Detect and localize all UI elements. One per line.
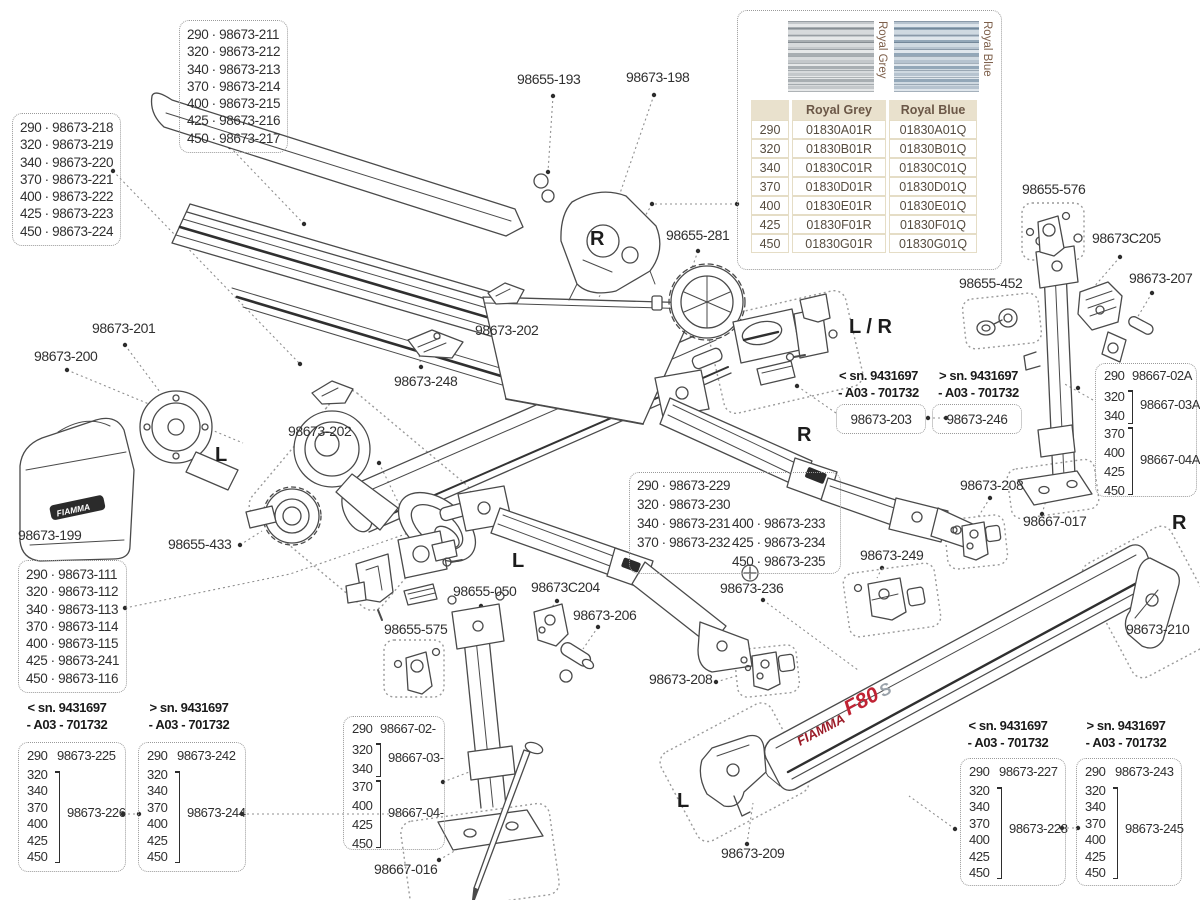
- part-list-line: 320 · 98673-230: [637, 497, 731, 512]
- bracket-cluster: [346, 531, 462, 620]
- label-98655-050: 98655-050: [453, 583, 517, 599]
- label-98673-208-left: 98673-208: [649, 671, 713, 687]
- part-list-line: 370 · 98673-214: [187, 78, 281, 94]
- sn-header-gt-mid: > sn. 9431697 - A03 - 701732: [938, 368, 1019, 400]
- part-list-line: 425 · 98673-216: [187, 113, 281, 129]
- size-label: 320: [1104, 389, 1125, 404]
- fabric-code-table: [748, 100, 980, 253]
- letter-r-lead: R: [1172, 512, 1187, 534]
- label-98673-208-right: 98673-208: [960, 477, 1024, 493]
- size-label: 400: [147, 816, 168, 832]
- size-label: 425: [147, 832, 168, 848]
- part-list-line: 425 · 98673-223: [20, 206, 114, 222]
- label-98655-433: 98655-433: [168, 536, 232, 552]
- bracket-group-98667-leg-right: 290 98667-02A 320 340 98667-03A 370 400 425 450 98667-04A: [1095, 363, 1197, 497]
- part-list-line: 320 · 98673-112: [26, 584, 119, 600]
- part-list-line: 290 · 98673-211: [187, 27, 280, 42]
- part-c205: [1078, 282, 1122, 330]
- letter-l-arm: L: [512, 550, 525, 572]
- label-98673-249: 98673-249: [860, 547, 924, 563]
- grey-code-cell: 01830B01R: [792, 139, 886, 158]
- rail-clip-202-left: [312, 381, 353, 404]
- letter-l-lead: L: [677, 790, 690, 812]
- part-list-line: 340 · 98673-220: [20, 154, 114, 170]
- sn-header-lt-br: < sn. 9431697 - A03 - 701732: [967, 718, 1049, 750]
- letter-l-case: L: [215, 444, 228, 466]
- part-206: [559, 640, 595, 682]
- size-label: 425: [27, 832, 48, 848]
- label-98673-200: 98673-200: [34, 348, 98, 364]
- label-98667-017: 98667-017: [1023, 513, 1087, 529]
- part-575: [395, 649, 440, 695]
- part-list-line: 400 · 98673-222: [20, 189, 114, 205]
- grey-code-cell: 01830C01R: [792, 158, 886, 177]
- size-label: 320: [27, 767, 48, 782]
- size-label: 425: [1104, 464, 1125, 479]
- label-98655-452: 98655-452: [959, 275, 1023, 291]
- logo-s-text: S: [875, 678, 895, 701]
- label-98673-198: 98673-198: [626, 69, 690, 85]
- size-label: 450: [1085, 865, 1106, 881]
- size-label: 340: [1104, 408, 1125, 423]
- size-label: 340: [969, 799, 990, 815]
- size-cell: 290: [751, 120, 789, 139]
- plug-193: [534, 174, 554, 202]
- part-list-line: 290 · 98673-229: [637, 478, 731, 493]
- size-cell: 425: [751, 215, 789, 234]
- letter-lr: L / R: [849, 316, 892, 338]
- size-cell: 450: [751, 234, 789, 253]
- bracket-group-225-226: 290 98673-225 320 340 370 400 425 450 98673-226: [18, 742, 126, 872]
- size-label: 400: [352, 798, 373, 813]
- size-label: 450: [969, 865, 990, 881]
- bracket-group-227-228: 290 98673-227 320 340 370 400 425 450 98673-228: [960, 758, 1066, 886]
- label-98655-193: 98655-193: [517, 71, 581, 87]
- size-label: 340: [1085, 799, 1106, 815]
- size-label: 400: [27, 816, 48, 832]
- size-cell: 400: [751, 196, 789, 215]
- size-label: 370: [27, 799, 48, 815]
- label-98655-576: 98655-576: [1022, 181, 1086, 197]
- bracket-group-98667-leg-left: 290 98667-02- 320 340 98667-03- 370 400 425 450 98667-04-: [343, 716, 445, 850]
- grey-code-cell: 01830A01R: [792, 120, 886, 139]
- size-label: 400: [1085, 832, 1106, 848]
- size-label: 450: [27, 849, 48, 865]
- grey-code-cell: 01830G01R: [792, 234, 886, 253]
- size-label: 425: [1085, 848, 1106, 864]
- part-list-line: 400 · 98673-215: [187, 96, 281, 112]
- royal-blue-column-header: Royal Blue: [889, 100, 977, 120]
- table-row: [751, 177, 977, 196]
- logo-fiamma-text: FIAMMA: [794, 710, 848, 749]
- size-label: 370: [969, 815, 990, 831]
- lead-bar-endcap-209: [700, 736, 766, 817]
- blue-code-cell: 01830E01Q: [889, 196, 977, 215]
- part-list-line: 290 · 98673-218: [20, 120, 114, 135]
- size-label: 370: [352, 779, 373, 794]
- part-list-line: 425 · 98673-241: [26, 653, 120, 669]
- blue-code-cell: 01830A01Q: [889, 120, 977, 139]
- label-98673-202-left: 98673-202: [288, 423, 352, 439]
- size-label: 340: [352, 761, 373, 776]
- table-row: [751, 196, 977, 215]
- motor-drum-201: [140, 391, 238, 490]
- label-98673C204: 98673C204: [531, 579, 600, 595]
- part-list-line: 400 · 98673-233: [732, 516, 826, 531]
- part-list-box-218-224: [12, 113, 121, 246]
- rail-clip-248: [408, 330, 463, 358]
- logo-f80-text: F80: [839, 682, 883, 721]
- part-list-line: 400 · 98673-115: [26, 636, 119, 652]
- part-list-line: 370 · 98673-114: [26, 618, 119, 634]
- size-label: 340: [27, 783, 48, 799]
- roller-gear-cap-433: [246, 487, 321, 545]
- part-list-line: 290 · 98673-111: [26, 567, 118, 582]
- part-list-line: 425 · 98673-234: [732, 535, 826, 550]
- label-98673-201: 98673-201: [92, 320, 156, 336]
- part-c204: [534, 604, 568, 646]
- part-list-line: 340 · 98673-213: [187, 61, 281, 77]
- motor-head-198: [561, 192, 660, 300]
- blue-code-cell: 01830C01Q: [889, 158, 977, 177]
- part-list-line: 370 · 98673-221: [20, 171, 114, 187]
- part-list-box-211-217: [179, 20, 288, 153]
- left-support-leg: [438, 592, 544, 900]
- size-label: 320: [969, 783, 990, 798]
- label-98673C205: 98673C205: [1092, 230, 1161, 246]
- part-249: [855, 578, 926, 620]
- size-label: 450: [352, 836, 373, 851]
- sn-header-gt-br: > sn. 9431697 - A03 - 701732: [1085, 718, 1167, 750]
- sn-header-gt-bl: > sn. 9431697 - A03 - 701732: [148, 700, 230, 732]
- table-row: [751, 215, 977, 234]
- sn-header-lt-mid: < sn. 9431697 - A03 - 701732: [838, 368, 919, 400]
- size-label: 370: [147, 799, 168, 815]
- bracket-group-243-245: 290 98673-243 320 340 370 400 425 450 98673-245: [1076, 758, 1182, 886]
- part-list-line: 450 · 98673-224: [20, 223, 114, 239]
- table-row: [751, 120, 977, 139]
- table-row: [751, 139, 977, 158]
- label-98673-207: 98673-207: [1129, 270, 1193, 286]
- royal-blue-swatch: [894, 21, 979, 92]
- grey-code-cell: 01830D01R: [792, 177, 886, 196]
- royal-blue-swatch-label: Royal Blue: [981, 21, 993, 77]
- label-98673-209: 98673-209: [721, 845, 785, 861]
- royal-grey-swatch: [788, 21, 874, 92]
- label-98673-236: 98673-236: [720, 580, 784, 596]
- label-98673-210: 98673-210: [1126, 621, 1190, 637]
- label-98673-202-right: 98673-202: [475, 322, 539, 338]
- size-column-header: [751, 100, 789, 120]
- part-list-box-111-116: [18, 560, 127, 693]
- part-list-line: 320 · 98673-212: [187, 44, 281, 60]
- part-list-line: 450 · 98673-116: [26, 670, 119, 686]
- label-98673-206: 98673-206: [573, 607, 637, 623]
- rail-clip-202-right: [488, 283, 524, 304]
- lead-bar: [762, 545, 1157, 790]
- blue-code-cell: 01830F01Q: [889, 215, 977, 234]
- part-list-line: 320 · 98673-219: [20, 137, 114, 153]
- size-label: 320: [1085, 783, 1106, 798]
- blue-code-cell: 01830B01Q: [889, 139, 977, 158]
- size-label: 370: [1085, 815, 1106, 831]
- part-452: [977, 309, 1017, 335]
- royal-grey-column-header: Royal Grey: [792, 100, 886, 120]
- royal-grey-swatch-label: Royal Grey: [876, 21, 888, 79]
- size-label: 450: [147, 849, 168, 865]
- size-cell: 370: [751, 177, 789, 196]
- size-label: 320: [352, 742, 373, 757]
- size-label: 425: [352, 817, 373, 832]
- part-box-246: 98673-246: [932, 404, 1022, 434]
- lr-bracket-parts: [733, 294, 837, 385]
- table-row: [751, 234, 977, 253]
- size-label: 340: [147, 783, 168, 799]
- size-label: 320: [147, 767, 168, 782]
- size-label: 370: [1104, 426, 1125, 441]
- label-98655-281: 98655-281: [666, 227, 730, 243]
- size-cell: 340: [751, 158, 789, 177]
- part-list-line: 450 · 98673-235: [732, 554, 826, 569]
- size-label: 450: [1104, 483, 1125, 498]
- part-list-line: 340 · 98673-231: [637, 516, 731, 531]
- part-list-line: 370 · 98673-232: [637, 535, 731, 550]
- label-98667-016: 98667-016: [374, 861, 438, 877]
- letter-r-arm: R: [797, 424, 812, 446]
- size-label: 400: [969, 832, 990, 848]
- sn-header-lt-bl: < sn. 9431697 - A03 - 701732: [26, 700, 108, 732]
- part-box-203: 98673-203: [836, 404, 926, 434]
- size-label: 400: [1104, 445, 1125, 460]
- label-98673-248: 98673-248: [394, 373, 458, 389]
- fiamma-badge-text: FIAMMA: [55, 501, 91, 519]
- bracket-group-242-244: 290 98673-242 320 340 370 400 425 450 98673-244: [138, 742, 246, 872]
- blue-code-cell: 01830G01Q: [889, 234, 977, 253]
- table-header-row: [751, 100, 977, 120]
- part-list-box-229-235: [629, 472, 841, 574]
- letter-r-top: R: [590, 228, 605, 250]
- grey-code-cell: 01830F01R: [792, 215, 886, 234]
- label-98673-199: 98673-199: [18, 527, 82, 543]
- label-98655-575: 98655-575: [384, 621, 448, 637]
- table-row: [751, 158, 977, 177]
- grey-code-cell: 01830E01R: [792, 196, 886, 215]
- part-list-line: 450 · 98673-217: [187, 130, 281, 146]
- size-label: 425: [969, 848, 990, 864]
- blue-code-cell: 01830D01Q: [889, 177, 977, 196]
- size-cell: 320: [751, 139, 789, 158]
- part-list-line: 340 · 98673-113: [26, 601, 119, 617]
- part-576: [1027, 213, 1070, 257]
